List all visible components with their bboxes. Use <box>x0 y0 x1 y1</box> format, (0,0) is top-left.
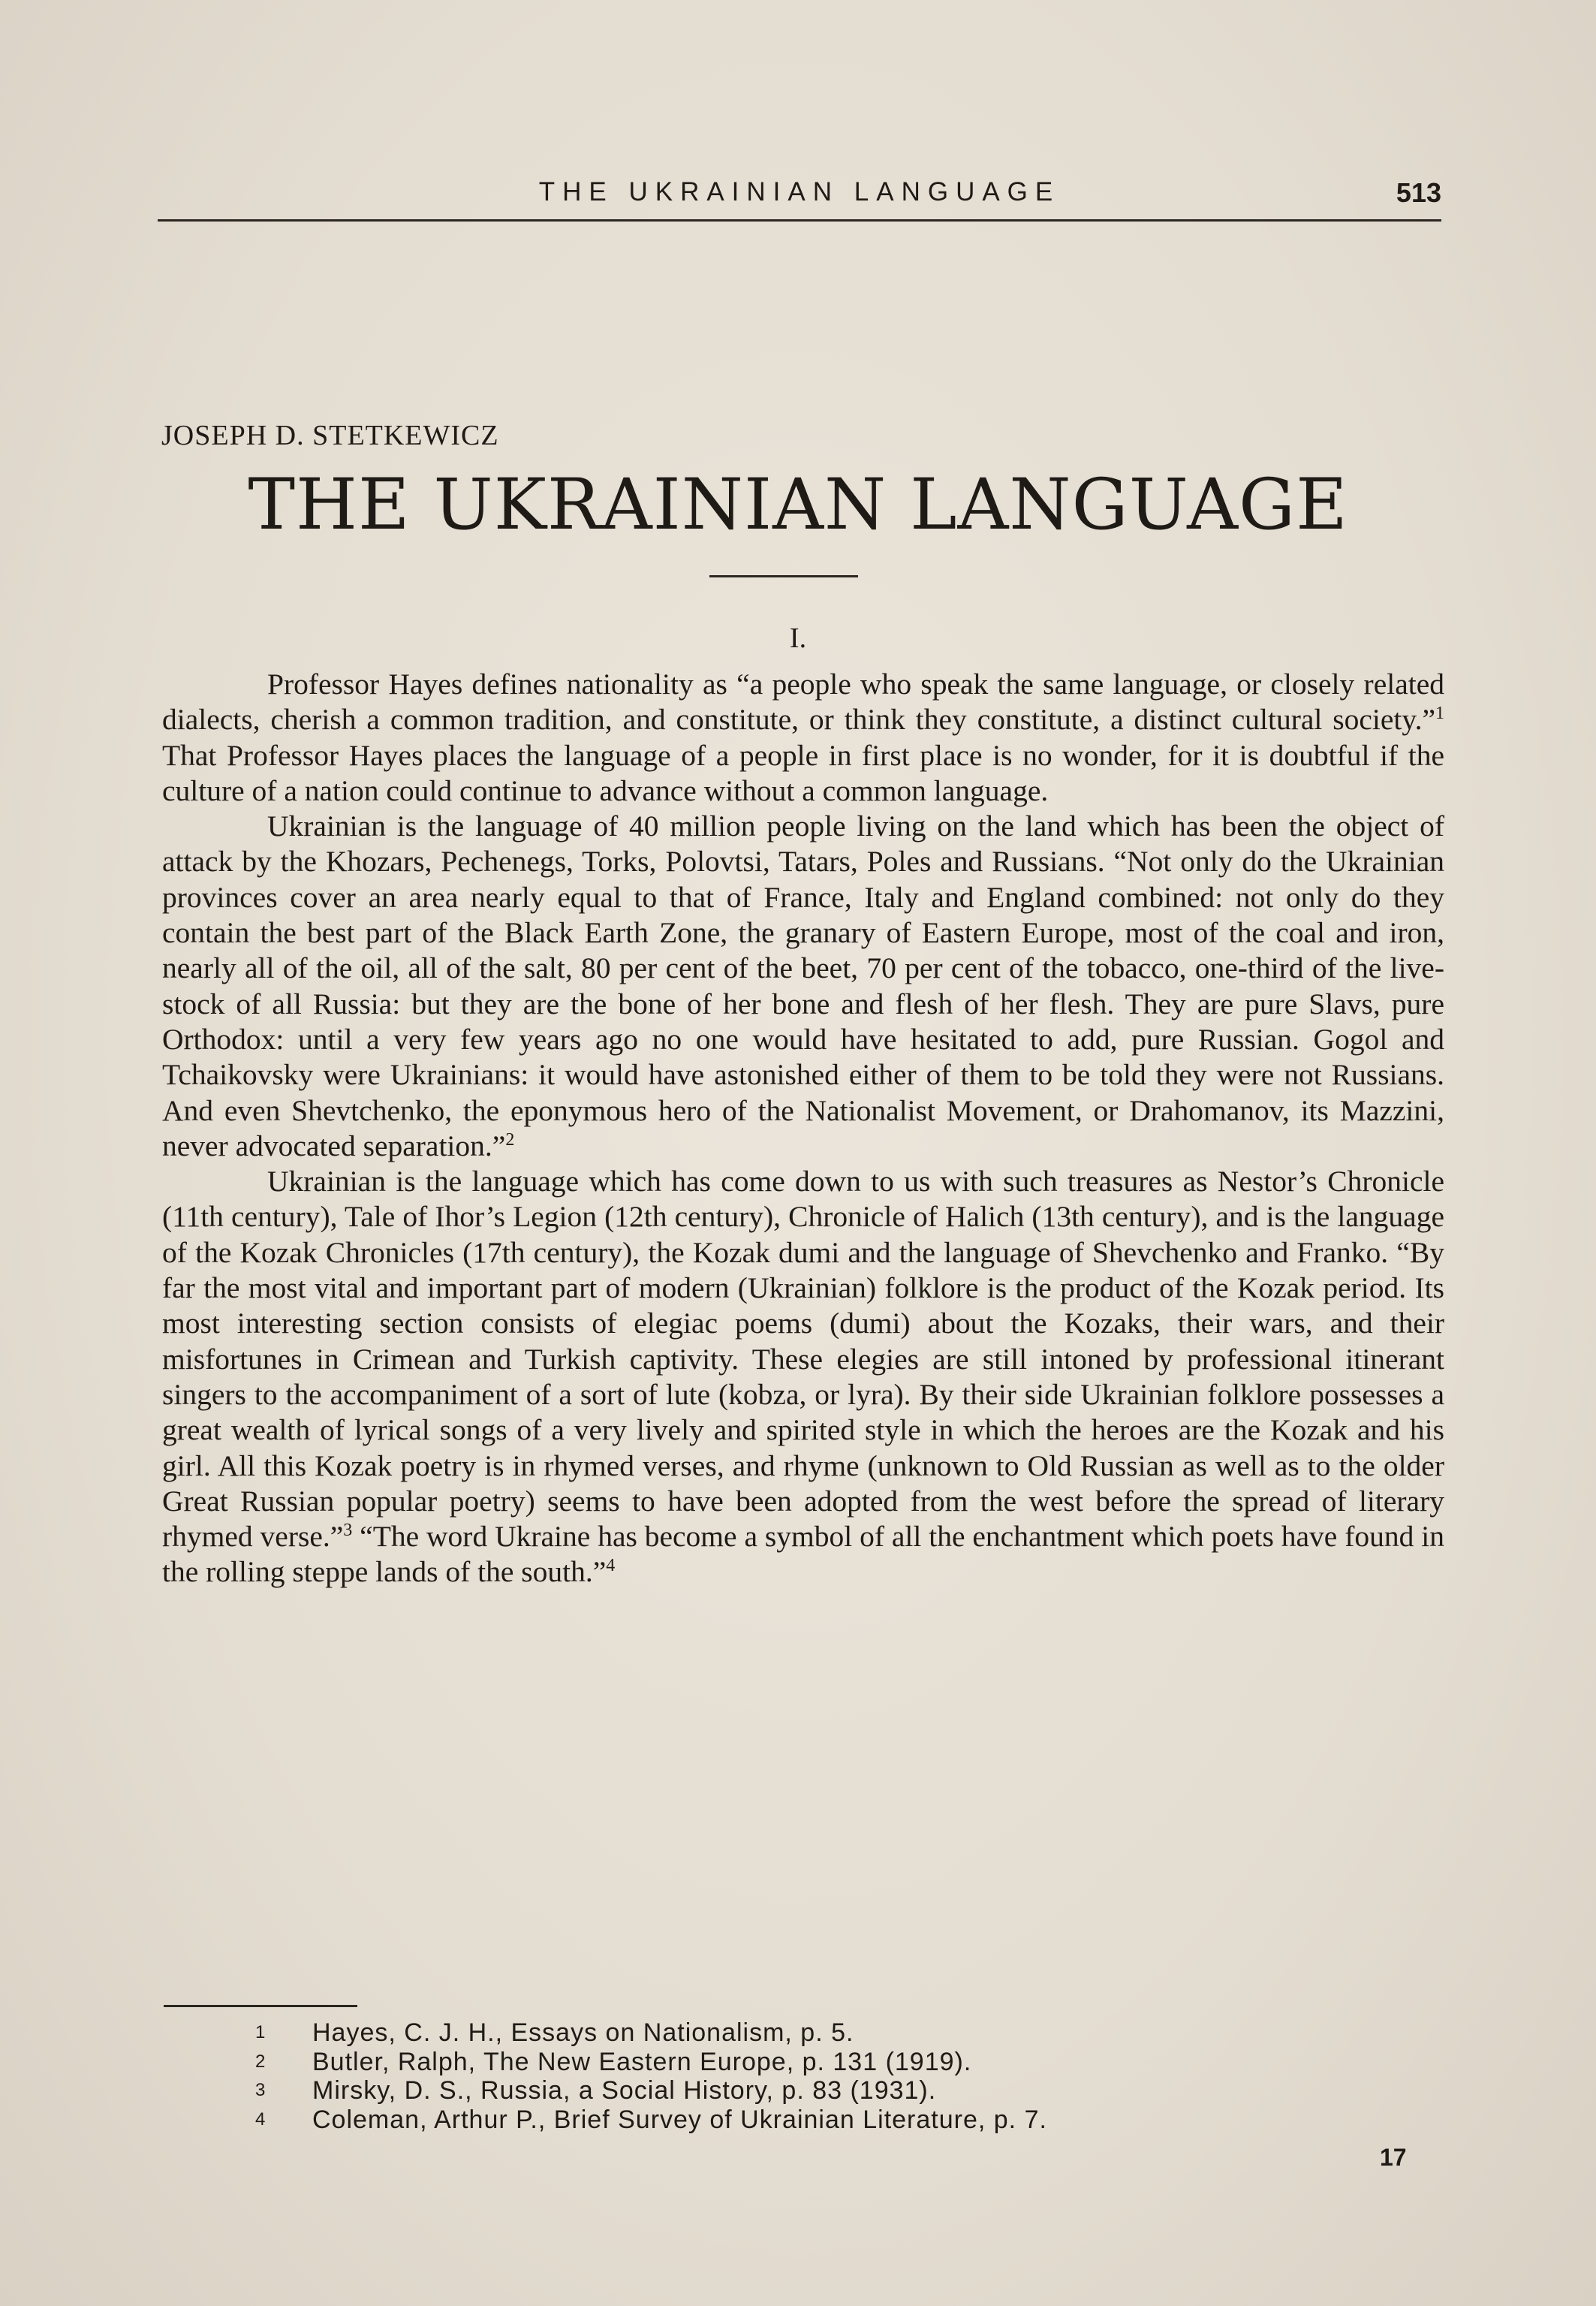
footnotes <box>255 2018 1381 2134</box>
paragraph <box>162 809 1444 1164</box>
title-divider <box>709 575 858 577</box>
footnote <box>255 2106 1381 2135</box>
footnote-text: Mirsky, D. S., Russia, a Social History, p. 83 (1931). <box>312 2076 937 2105</box>
paragraph-text: Ukrainian is the language of 40 million people living on the land which has been the object of attack by the Khozars, Pechenegs, Torks, Polovtsi, Tatars, Poles and Russians. “Not only do the Ukrainian provinces cover an area nearly equal to that of France, Italy and England combined: not only do they contain the best part of the Black Earth Zone, the granary of Eastern Europe, most of the coal and iron, nearly all of the oil, all of the salt, 80 per cent of the beet, 70 per cent of the tobacco, one-third of the live-stock of all Russia: but they are the bone of her bone and flesh of her flesh. They are pure Slavs, pure Orthodox: until a very few years ago no one would have hesitated to add, pure Russian. Gogol and Tchaikovsky were Ukrainians: it would have astonished either of them to be told they were not Russians. And even Shevtchenko, the eponymous hero of the Nationalist Movement, or Drahomanov, its Mazzini, never advocated separation.” <box>162 809 1444 1162</box>
footnote-reference[interactable]: 3 <box>343 1520 353 1540</box>
paragraph-text: Ukrainian is the language which has come down to us with such treasures as Nestor’s Chronicle (11th century), Tale of Ihor’s Legion (12th century), Chronicle of Halich (13th century), and is the language of the Kozak Chronicles (17th century), the Kozak dumi and the language of Shevchenko and Franko. “By far the most vital and important part of modern (Ukrainian) folklore is the product of the Kozak period. Its most interesting section consists of elegiac poems (dumi) about the Kozaks, their wars, and their misfortunes in Crimean and Turkish captivity. These elegies are still intoned by professional itinerant singers to the accompaniment of a sort of lute (kobza, or lyra). By their side Ukrainian folklore possesses a great wealth of lyrical songs of a very lively and spirited style in which the heroes are the Kozak and his girl. All this Kozak poetry is in rhymed verses, and rhyme (unknown to Old Russian as well as to the older Great Russian popular poetry) seems to have been adopted from the west before the spread of literary rhymed verse.” <box>162 1165 1444 1554</box>
footnote <box>255 2018 1381 2048</box>
running-header <box>158 177 1441 222</box>
page-number: 513 <box>1396 177 1441 208</box>
footnote-number: 1 <box>255 2022 267 2042</box>
footnote-reference[interactable]: 4 <box>606 1556 616 1576</box>
footnote-number: 4 <box>255 2109 267 2130</box>
section-number: I. <box>789 622 807 654</box>
article-body <box>162 667 1444 1590</box>
paragraph-text: That Professor Hayes places the language of a people in first place is no wonder, for it is doubtful if the culture of a nation could continue to advance without a common language. <box>162 738 1444 807</box>
paragraph <box>162 667 1444 809</box>
footnote-number: 2 <box>255 2051 267 2072</box>
printer-signature-mark: 17 <box>1380 2144 1407 2171</box>
paragraph-text: “The word Ukraine has become a symbol of all the enchantment which poets have found in the rolling steppe lands of the south.” <box>162 1520 1444 1589</box>
paragraph-text: Professor Hayes defines nationality as “a people who speak the same language, or closely related dialects, cherish a common tradition, and constitute, or think they constitute, a distinct cultural society.” <box>162 668 1444 737</box>
footnote-text: Coleman, Arthur P., Brief Survey of Ukrainian Literature, p. 7. <box>312 2105 1047 2134</box>
paragraph <box>162 1164 1444 1590</box>
author-name: JOSEPH D. STETKEWICZ <box>161 420 499 451</box>
footnote-reference[interactable]: 2 <box>505 1129 515 1150</box>
footnote-divider <box>164 2005 357 2007</box>
footnote <box>255 2048 1381 2077</box>
footnote-reference[interactable]: 1 <box>1435 704 1444 724</box>
footnote-number: 3 <box>255 2080 267 2100</box>
footnote-text: Butler, Ralph, The New Eastern Europe, p. 131 (1919). <box>312 2047 972 2076</box>
footnote <box>255 2076 1381 2106</box>
footnote-text: Hayes, C. J. H., Essays on Nationalism, p. 5. <box>312 2018 854 2047</box>
running-title: THE UKRAINIAN LANGUAGE <box>538 177 1061 206</box>
article-title: THE UKRAINIAN LANGUAGE <box>248 464 1348 546</box>
